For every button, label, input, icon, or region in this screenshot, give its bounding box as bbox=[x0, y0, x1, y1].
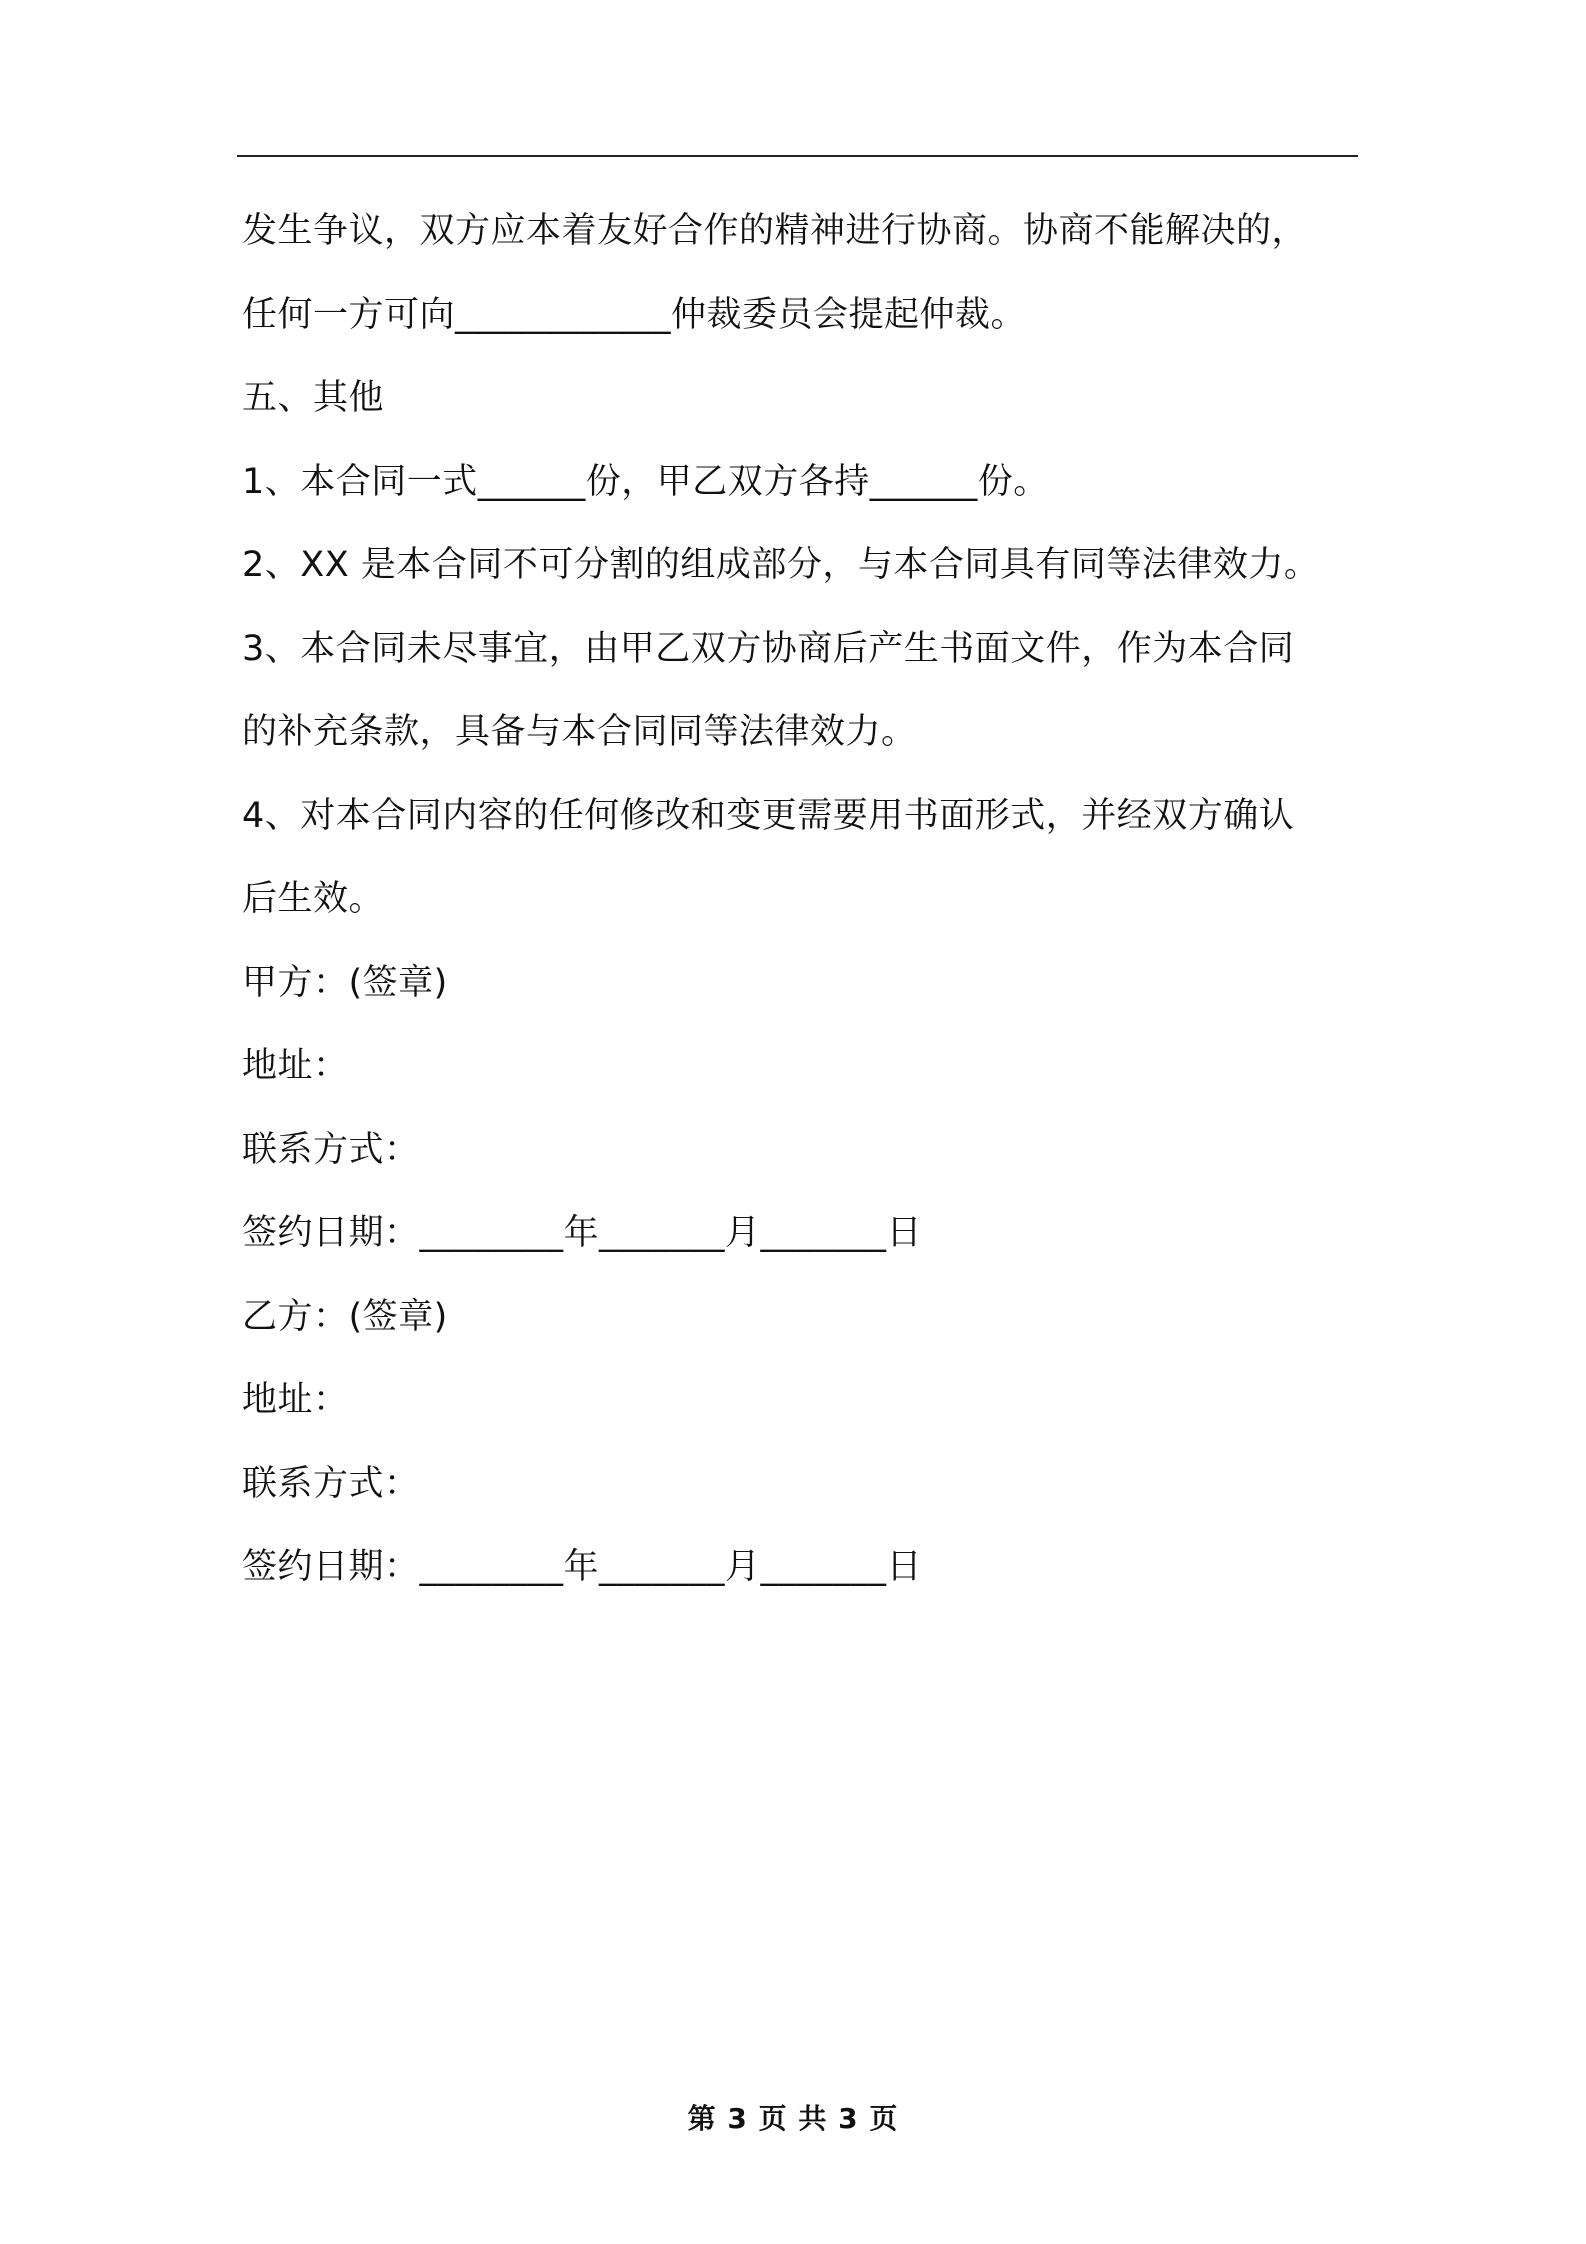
party-a-signature: 甲方：(签章) bbox=[242, 962, 448, 1003]
document-body bbox=[242, 198, 1358, 1618]
clause-2: 2、XX 是本合同不可分割的组成部分，与本合同具有同等法律效力。 bbox=[242, 545, 1320, 585]
party-a-address: 地址： bbox=[242, 1046, 349, 1086]
section-heading-other: 五、其他 bbox=[242, 378, 385, 418]
page-number: 第 3 页 共 3 页 bbox=[687, 2102, 899, 2135]
clause-3-line-2: 的补充条款，具备与本合同同等法律效力。 bbox=[242, 712, 917, 752]
party-b-sign-date: 签约日期：________年_______月_______日 bbox=[242, 1547, 923, 1587]
party-a-contact: 联系方式： bbox=[242, 1129, 420, 1170]
clause-4-line-1: 4、对本合同内容的任何修改和变更需要用书面形式，并经双方确认 bbox=[242, 795, 1295, 836]
paragraph-dispute-line-1: 发生争议，双方应本着友好合作的精神进行协商。协商不能解决的， bbox=[242, 211, 1308, 251]
paragraph-dispute-line-2: 任何一方可向____________仲裁委员会提起仲裁。 bbox=[242, 294, 1027, 335]
party-a-sign-date: 签约日期：________年_______月_______日 bbox=[242, 1213, 923, 1253]
party-b-contact: 联系方式： bbox=[242, 1463, 420, 1504]
clause-1: 1、本合同一式______份，甲乙双方各持______份。 bbox=[242, 461, 1049, 502]
party-b-signature: 乙方：(签章) bbox=[242, 1296, 448, 1337]
clause-4-line-2: 后生效。 bbox=[242, 879, 385, 919]
header-rule bbox=[237, 155, 1358, 157]
party-b-address: 地址： bbox=[242, 1380, 349, 1420]
clause-3-line-1: 3、本合同未尽事宜，由甲乙双方协商后产生书面文件，作为本合同 bbox=[242, 628, 1295, 669]
